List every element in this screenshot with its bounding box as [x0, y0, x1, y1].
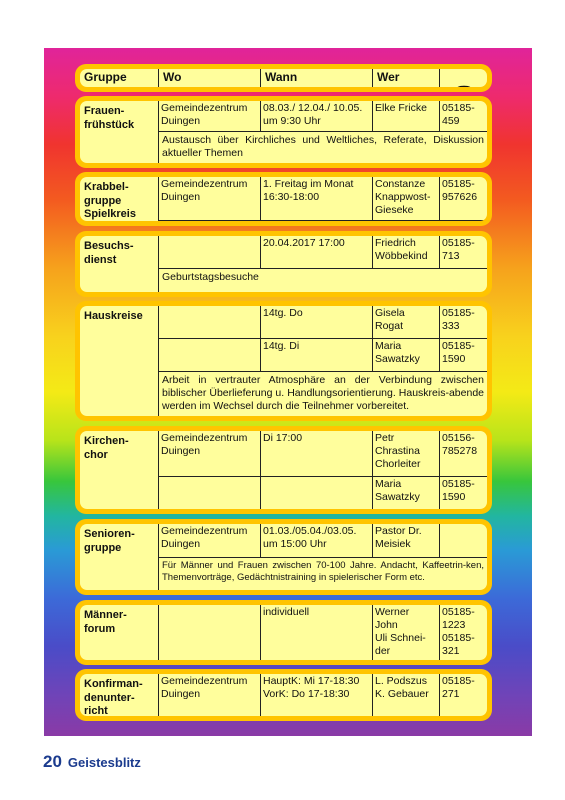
cell-tel: 05185- 1590 — [439, 339, 487, 372]
group-name: Senioren- gruppe — [84, 528, 135, 554]
cell-wo — [158, 236, 260, 269]
group-card-seniorengruppe — [75, 519, 492, 595]
cell-tel: 05185- 713 — [439, 236, 487, 269]
cell-tel: 05185- 1590 — [439, 477, 487, 509]
cell-wann — [260, 477, 372, 509]
group-name: Kirchen- chor — [84, 435, 129, 461]
cell-wann: 14tg. Do — [260, 306, 372, 339]
group-description: Arbeit in vertrauter Atmosphäre an der Verbindung zwischen biblischer Überlieferung u. Handlungsorientierung. Hauskreis-abende werden im Wechsel durch die Teilnehmer vorbereitet. — [158, 372, 487, 416]
cell-wann: 14tg. Di — [260, 339, 372, 372]
header-wer: Wer — [372, 69, 439, 87]
cell-tel: 05185- 271 — [439, 674, 487, 716]
cell-wo: Gemeindezentrum Duingen — [158, 431, 260, 477]
header-phone — [439, 69, 487, 87]
group-card-krabbelgruppe — [75, 172, 492, 226]
header-row — [80, 69, 487, 87]
group-description: Austausch über Kirchliches und Weltliches, Referate, Diskussion aktueller Themen — [158, 132, 487, 163]
group-name: Männer- forum — [84, 609, 127, 635]
group-name: Krabbel- gruppe Spielkreis — [84, 181, 136, 220]
cell-wo — [158, 477, 260, 509]
group-description: Für Männer und Frauen zwischen 70-100 Jahre. Andacht, Kaffeetrin-ken, Themenvorträge, Gedächtnistraining in spielerischer Form etc. — [158, 558, 487, 590]
cell-wer: Petr Chrastina Chorleiter — [372, 431, 439, 477]
group-description: Geburtstagsbesuche — [158, 269, 487, 292]
cell-wann: 01.03./05.04./03.05. um 15:00 Uhr — [260, 524, 372, 558]
cell-tel: 05185- 333 — [439, 306, 487, 339]
group-name: Besuchs- dienst — [84, 240, 134, 266]
header-card — [75, 64, 492, 92]
header-wann: Wann — [260, 69, 372, 87]
group-name: Konfirman- denunter- richt — [84, 678, 143, 716]
cell-wann: 08.03./ 12.04./ 10.05. um 9:30 Uhr — [260, 101, 372, 132]
cell-wer: Elke Fricke — [372, 101, 439, 132]
cell-wer: Gisela Rogat — [372, 306, 439, 339]
cell-wann: HauptK: Mi 17-18:30 VorK: Do 17-18:30 — [260, 674, 372, 716]
cell-wann: Di 17:00 — [260, 431, 372, 477]
cell-wo — [158, 306, 260, 339]
group-card-kirchenchor — [75, 426, 492, 514]
header-wo: Wo — [158, 69, 260, 87]
cell-wo: Gemeindezentrum Duingen — [158, 674, 260, 716]
cell-wo — [158, 605, 260, 660]
group-card-frauenfruehstueck — [75, 96, 492, 168]
cell-tel: 05185- 459 — [439, 101, 487, 132]
cell-tel — [439, 524, 487, 558]
cell-wann: 20.04.2017 17:00 — [260, 236, 372, 269]
cell-tel: 05185- 1223 05185- 321 — [439, 605, 487, 660]
cell-wer: Friedrich Wöbbekind — [372, 236, 439, 269]
group-card-konfirmandenunterricht — [75, 669, 492, 721]
cell-wo: Gemeindezentrum Duingen — [158, 101, 260, 132]
group-card-maennerforum — [75, 600, 492, 665]
cell-wer: Maria Sawatzky — [372, 339, 439, 372]
group-name: Hauskreise — [84, 310, 143, 322]
cell-wo: Gemeindezentrum Duingen — [158, 177, 260, 221]
cell-wer: L. Podszus K. Gebauer — [372, 674, 439, 716]
cell-wo: Gemeindezentrum Duingen — [158, 524, 260, 558]
group-card-hauskreise — [75, 301, 492, 421]
cell-wer: Pastor Dr. Meisiek — [372, 524, 439, 558]
cell-wer: Werner John Uli Schnei- der — [372, 605, 439, 660]
group-card-besuchsdienst — [75, 231, 492, 297]
page-footer — [43, 752, 141, 772]
cell-wer: Constanze Knappwost- Gieseke — [372, 177, 439, 221]
cell-wann: individuell — [260, 605, 372, 660]
header-gruppe: Gruppe — [84, 70, 127, 84]
magazine-name: Geistesblitz — [67, 755, 141, 770]
cell-wann: 1. Freitag im Monat 16:30-18:00 — [260, 177, 372, 221]
page-number: 20 — [43, 752, 62, 771]
telephone-icon — [456, 84, 472, 87]
cell-wer: Maria Sawatzky — [372, 477, 439, 509]
cell-tel: 05156- 785278 — [439, 431, 487, 477]
cell-tel: 05185- 957626 — [439, 177, 487, 221]
cell-wo — [158, 339, 260, 372]
group-name: Frauen- frühstück — [84, 105, 135, 131]
